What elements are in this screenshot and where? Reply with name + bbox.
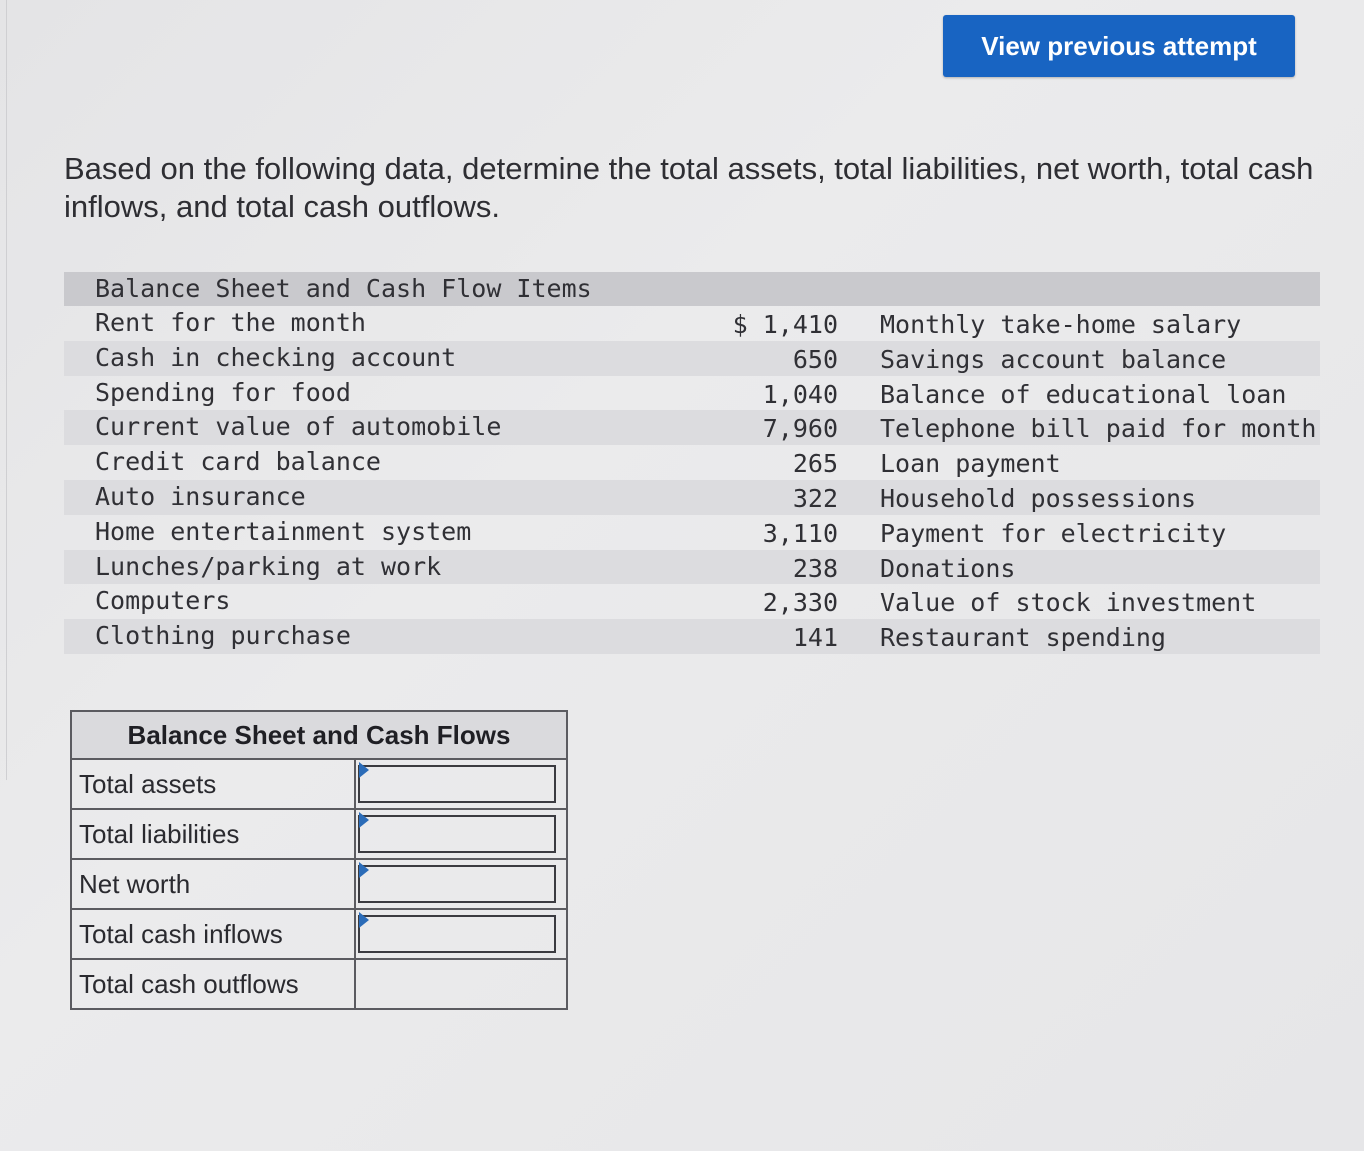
item-label-right: Payment for electricity: [880, 518, 1227, 548]
answer-label: Total cash outflows: [71, 959, 355, 1009]
item-label: Spending for food: [95, 377, 351, 407]
net-worth-input[interactable]: [358, 865, 556, 903]
item-amount: 2,330: [762, 588, 838, 618]
answer-cell: [355, 809, 567, 859]
table-row: [64, 515, 1320, 550]
table-row: [64, 584, 1320, 619]
item-label-right: Loan payment: [880, 449, 1061, 479]
input-flag-icon: [359, 762, 369, 778]
item-label-right: Balance of educational loan: [880, 379, 1287, 409]
item-label: Cash in checking account: [95, 342, 457, 372]
item-label-right: Donations: [880, 553, 1016, 583]
view-previous-attempt-button[interactable]: View previous attempt: [943, 15, 1295, 77]
item-amount: 322: [792, 483, 838, 513]
table-row: [64, 619, 1320, 654]
answer-label: Total liabilities: [71, 809, 355, 859]
total-cash-inflows-input[interactable]: [358, 915, 556, 953]
item-label: Rent for the month: [95, 308, 366, 337]
item-label-right: Monthly take-home salary: [880, 310, 1242, 339]
answer-row-total-cash-outflows: [71, 959, 567, 1009]
table-header-title: Balance Sheet and Cash Flow Items: [95, 274, 592, 303]
item-label: Lunches/parking at work: [95, 551, 442, 581]
answer-table-title: Balance Sheet and Cash Flows: [71, 711, 567, 759]
item-label: Credit card balance: [95, 447, 381, 477]
answer-row-net-worth: [71, 859, 567, 909]
table-row: [64, 480, 1320, 515]
item-amount: 3,110: [762, 518, 838, 548]
answer-cell: [355, 859, 567, 909]
balance-sheet-items-table: [64, 272, 1320, 654]
item-label: Computers: [95, 586, 231, 616]
table-row: [64, 306, 1320, 341]
item-amount: 1,040: [762, 379, 838, 409]
answer-table: [70, 710, 568, 1010]
item-label: Auto insurance: [95, 481, 306, 511]
answer-cell: [355, 759, 567, 809]
answer-row-total-assets: [71, 759, 567, 809]
answer-label: Total assets: [71, 759, 355, 809]
table-row: [64, 445, 1320, 480]
item-amount: $ 1,410: [732, 310, 838, 339]
page-left-edge: [0, 0, 7, 780]
answer-cell: [355, 909, 567, 959]
answer-label: Net worth: [71, 859, 355, 909]
item-label-right: Savings account balance: [880, 344, 1227, 374]
question-text: Based on the following data, determine the total assets, total liabilities, net worth, total cash inflows, and total cash outflows.: [64, 151, 1314, 224]
input-flag-icon: [359, 862, 369, 878]
item-amount: 141: [792, 623, 838, 653]
table-row: [64, 550, 1320, 585]
table-row: [64, 410, 1320, 445]
total-liabilities-input[interactable]: [358, 815, 556, 853]
input-flag-icon: [359, 912, 369, 928]
item-amount: 265: [792, 449, 838, 479]
item-amount: 7,960: [762, 414, 838, 444]
answer-row-total-liabilities: [71, 809, 567, 859]
answer-cell-empty: [355, 959, 567, 1009]
table-header: [64, 272, 1320, 306]
item-label-right: Household possessions: [880, 483, 1197, 513]
item-label-right: Telephone bill paid for month: [880, 414, 1317, 444]
item-label: Home entertainment system: [95, 516, 472, 546]
item-amount: 238: [792, 553, 838, 583]
table-row: [64, 376, 1320, 411]
item-label: Clothing purchase: [95, 621, 351, 651]
item-label-right: Restaurant spending: [880, 623, 1166, 653]
total-assets-input[interactable]: [358, 765, 556, 803]
item-amount: 650: [792, 344, 838, 374]
item-label: Current value of automobile: [95, 412, 502, 442]
input-flag-icon: [359, 812, 369, 828]
answer-row-total-cash-inflows: [71, 909, 567, 959]
table-row: [64, 341, 1320, 376]
answer-label: Total cash inflows: [71, 909, 355, 959]
item-label-right: Value of stock investment: [880, 588, 1257, 618]
